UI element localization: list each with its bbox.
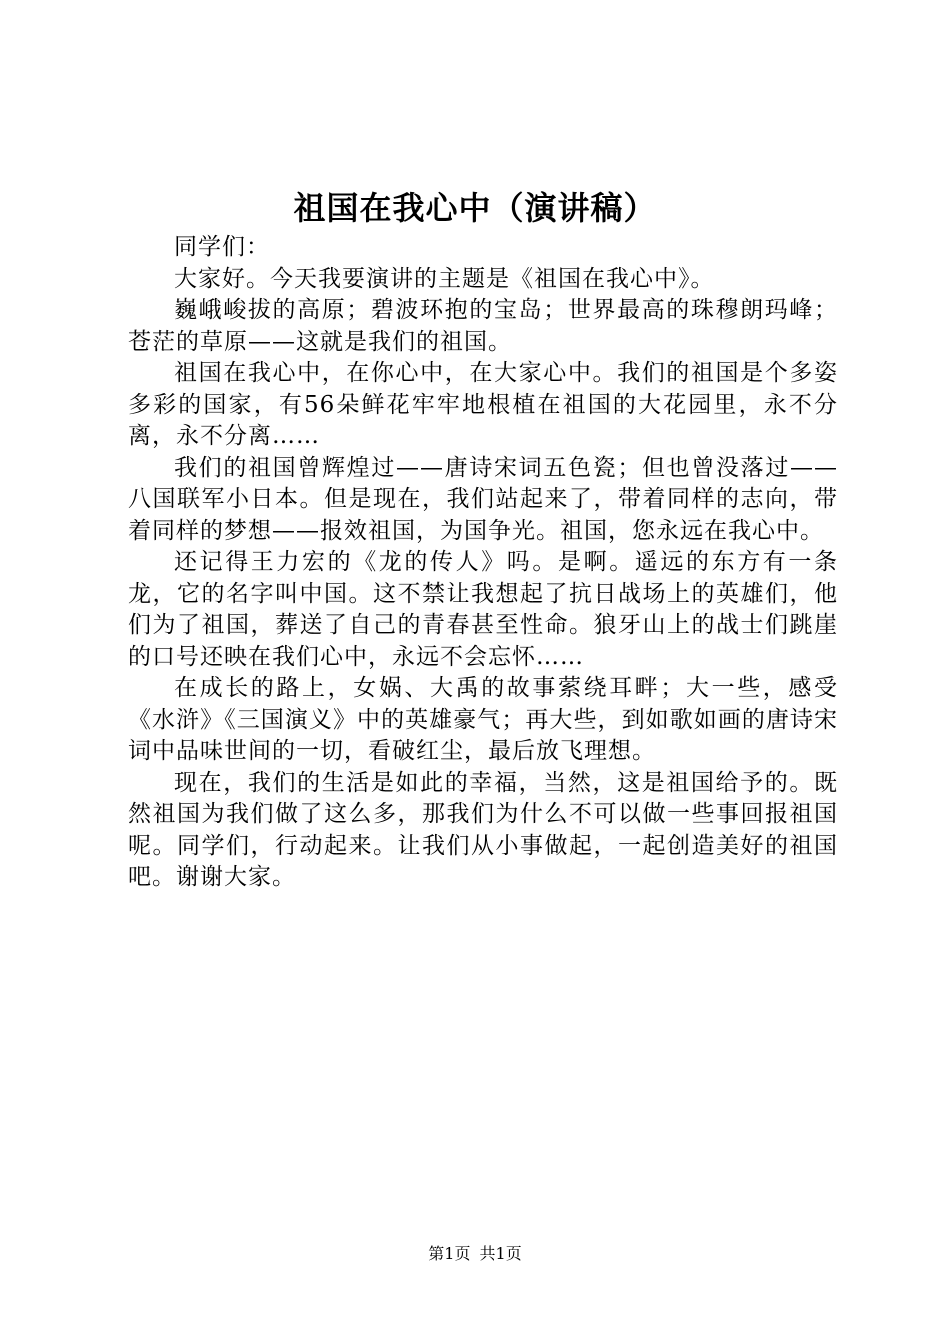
document-body [128,232,838,894]
page-number-current: 第1页 [428,1244,471,1263]
paragraph-closing: 现在，我们的生活是如此的幸福，当然，这是祖国给予的。既然祖国为我们做了这么多，那我们为什么不可以做一些事回报祖国呢。同学们，行动起来。让我们从小事做起，一起创造美好的祖国吧。谢谢大家。 [128,769,838,890]
paragraph: 在成长的路上，女娲、大禹的故事萦绕耳畔；大一些，感受《水浒》《三国演义》中的英雄豪气；再大些，到如歌如画的唐诗宋词中品味世间的一切，看破红尘，最后放飞理想。 [128,675,838,764]
paragraph-intro: 大家好。今天我要演讲的主题是《祖国在我心中》。 [174,265,715,292]
document-title: 祖国在我心中（演讲稿） [293,189,657,227]
paragraph: 还记得王力宏的《龙的传人》吗。是啊。遥远的东方有一条龙，它的名字叫中国。这不禁让我想起了抗日战场上的英雄们，他们为了祖国，葬送了自己的青春甚至性命。狼牙山上的战士们跳崖的口号还映在我们心中，永远不会忘怀…… [128,549,838,670]
page-footer [0,1240,950,1268]
paragraph: 祖国在我心中，在你心中，在大家心中。我们的祖国是个多姿多彩的国家，有56朵鲜花牢牢地根植在祖国的大花园里，永不分离，永不分离…… [128,360,838,449]
paragraph: 我们的祖国曾辉煌过——唐诗宋词五色瓷；但也曾没落过——八国联军小日本。但是现在，我们站起来了，带着同样的志向，带着同样的梦想——报效祖国，为国争光。祖国，您永远在我心中。 [128,454,838,544]
paragraph-greeting: 同学们： [174,234,270,260]
paragraph: 巍峨峻拔的高原；碧波环抱的宝岛；世界最高的珠穆朗玛峰；苍茫的草原——这就是我们的祖国。 [128,297,838,355]
page-number-total: 共1页 [479,1244,522,1263]
